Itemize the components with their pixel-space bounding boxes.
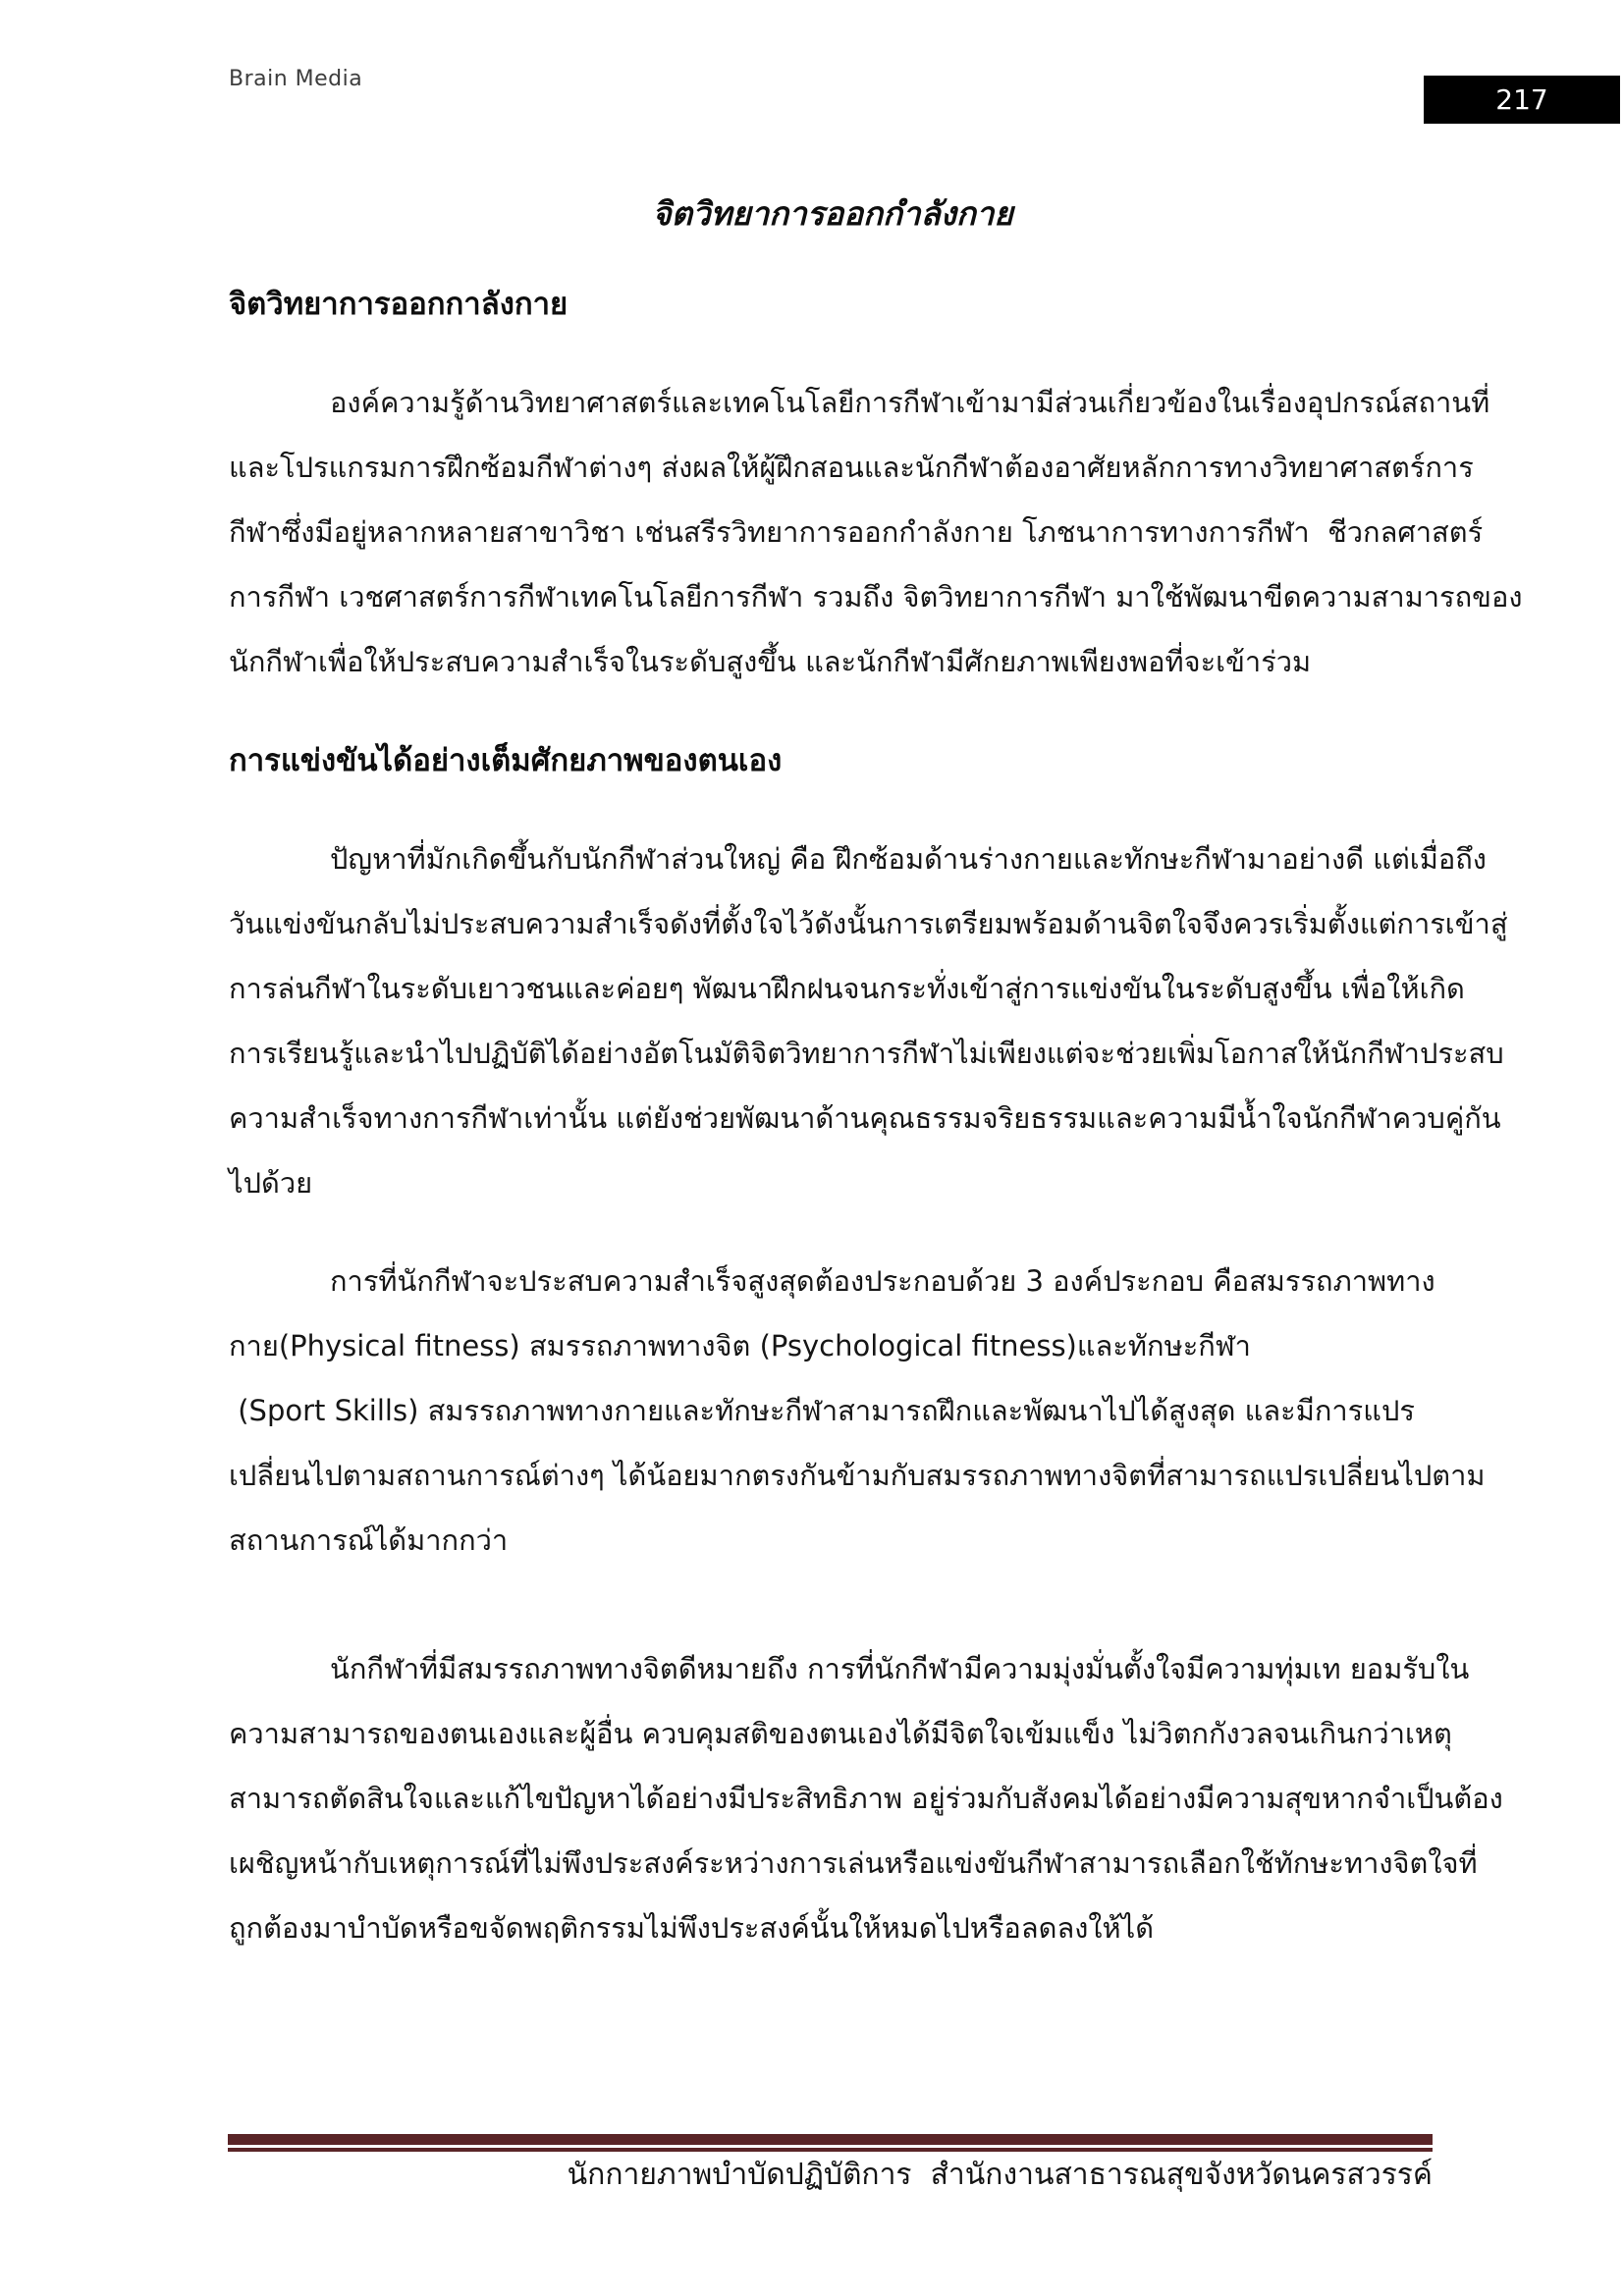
footer-rule-thin	[228, 2148, 1433, 2152]
text-line: ความสำเร็จทางการกีฬาเท่านั้น แต่ยังช่วยพัฒนาด้านคุณธรรมจริยธรรมและความมีน้ำใจนักกีฬาควบคู่กัน	[229, 1101, 1501, 1135]
text-line: ไปด้วย	[229, 1166, 313, 1200]
text-line: กาย(Physical fitness) สมรรถภาพทางจิต (Psychological fitness)และทักษะกีฬา	[229, 1329, 1251, 1362]
text-line: สถานการณ์ได้มากกว่า	[229, 1523, 509, 1557]
text-line: สามารถตัดสินใจและแก้ไขปัญหาได้อย่างมีประสิทธิภาพ อยู่ร่วมกับสังคมได้อย่างมีความสุขหากจำเป็นต้อง	[229, 1782, 1503, 1815]
text-line: และโปรแกรมการฝึกซ้อมกีฬาต่างๆ ส่งผลให้ผู้ฝึกสอนและนักกีฬาต้องอาศัยหลักการทางวิทยาศาสตร์การ	[229, 451, 1474, 484]
text-line: กีฬาซึ่งมีอยู่หลากหลายสาขาวิชา เช่นสรีรวิทยาการออกกำลังกาย โภชนาการทางการกีฬา ชีวกลศาสตร์	[229, 515, 1484, 549]
text-line: ความสามารถของตนเองและผู้อื่น ควบคุมสติของตนเองได้มีจิตใจเข้มแข็ง ไม่วิตกกังวลจนเกินกว่าเหตุ	[229, 1717, 1452, 1750]
text-line: ปัญหาที่มักเกิดขึ้นกับนักกีฬาส่วนใหญ่ คือ ฝึกซ้อมด้านร่างกายและทักษะกีฬามาอย่างดี แต่เมื่อถึง	[330, 842, 1487, 876]
footer-rule-thick	[228, 2134, 1433, 2145]
paragraph-intro	[229, 370, 1523, 694]
text-line: (Sport Skills) สมรรถภาพทางกายและทักษะกีฬาสามารถฝึกและพัฒนาไปได้สูงสุด และมีการแปร	[229, 1394, 1415, 1427]
brand-label: Brain Media	[229, 67, 363, 91]
text-line: การเรียนรู้และนำไปปฏิบัติได้อย่างอัตโนมัติจิตวิทยาการกีฬาไม่เพียงแต่จะช่วยเพิ่มโอกาสให้นักกีฬาประสบ	[229, 1037, 1504, 1070]
text-line: เผชิญหน้ากับเหตุการณ์ที่ไม่พึงประสงค์ระหว่างการเล่นหรือแข่งขันกีฬาสามารถเลือกใช้ทักษะทางจิตใจที่	[229, 1846, 1478, 1880]
document-content	[229, 182, 1523, 1960]
page-number: 217	[1495, 83, 1548, 116]
text-line: ถูกต้องมาบำบัดหรือขจัดพฤติกรรมไม่พึงประสงค์นั้นให้หมดไปหรือลดลงให้ได้	[229, 1911, 1155, 1945]
text-line: นักกีฬาที่มีสมรรถภาพทางจิตดีหมายถึง การที่นักกีฬามีความมุ่งมั่นตั้งใจมีความทุ่มเท ยอมรับใน	[330, 1652, 1470, 1685]
paragraph-mental-fitness	[229, 1636, 1503, 1960]
page-number-badge	[1424, 76, 1620, 124]
text-line: เปลี่ยนไปตามสถานการณ์ต่างๆ ได้น้อยมากตรงกันข้ามกับสมรรถภาพทางจิตที่สามารถแปรเปลี่ยนไปตาม	[229, 1459, 1486, 1492]
paragraph-problem	[229, 827, 1508, 1215]
section-heading-competition: การแข่งขันได้อย่างเต็มศักยภาพของตนเอง	[229, 743, 783, 778]
text-line: องค์ความรู้ด้านวิทยาศาสตร์และเทคโนโลยีการกีฬาเข้ามามีส่วนเกี่ยวข้องในเรื่องอุปกรณ์สถานที่	[330, 386, 1490, 419]
text-line: การที่นักกีฬาจะประสบความสำเร็จสูงสุดต้องประกอบด้วย 3 องค์ประกอบ คือสมรรถภาพทาง	[330, 1264, 1435, 1298]
section-heading-psychology: จิตวิทยาการออกกาลังกาย	[229, 287, 568, 322]
paragraph-components	[229, 1249, 1486, 1573]
text-line: วันแข่งขันกลับไม่ประสบความสำเร็จดังที่ตั้งใจไว้ดังนั้นการเตรียมพร้อมด้านจิตใจจึงควรเริ่มตั้งแต่การเข้าสู่	[229, 907, 1508, 940]
text-line: การล่นกีฬาในระดับเยาวชนและค่อยๆ พัฒนาฝึกฝนจนกระทั่งเข้าสู่การแข่งขันในระดับสูงขึ้น เพื่อให้เกิด	[229, 972, 1465, 1005]
text-line: นักกีฬาเพื่อให้ประสบความสำเร็จในระดับสูงขึ้น และนักกีฬามีศักยภาพเพียงพอที่จะเข้าร่วม	[229, 645, 1312, 678]
text-line: การกีฬา เวชศาสตร์การกีฬาเทคโนโลยีการกีฬา รวมถึง จิตวิทยาการกีฬา มาใช้พัฒนาขีดความสามารถของ	[229, 580, 1523, 614]
document-title: จิตวิทยาการออกกำลังกาย	[652, 194, 1013, 233]
footer-credit: นักกายภาพบำบัดปฏิบัติการ สำนักงานสาธารณสุขจังหวัดนครสวรรค์	[567, 2158, 1433, 2192]
